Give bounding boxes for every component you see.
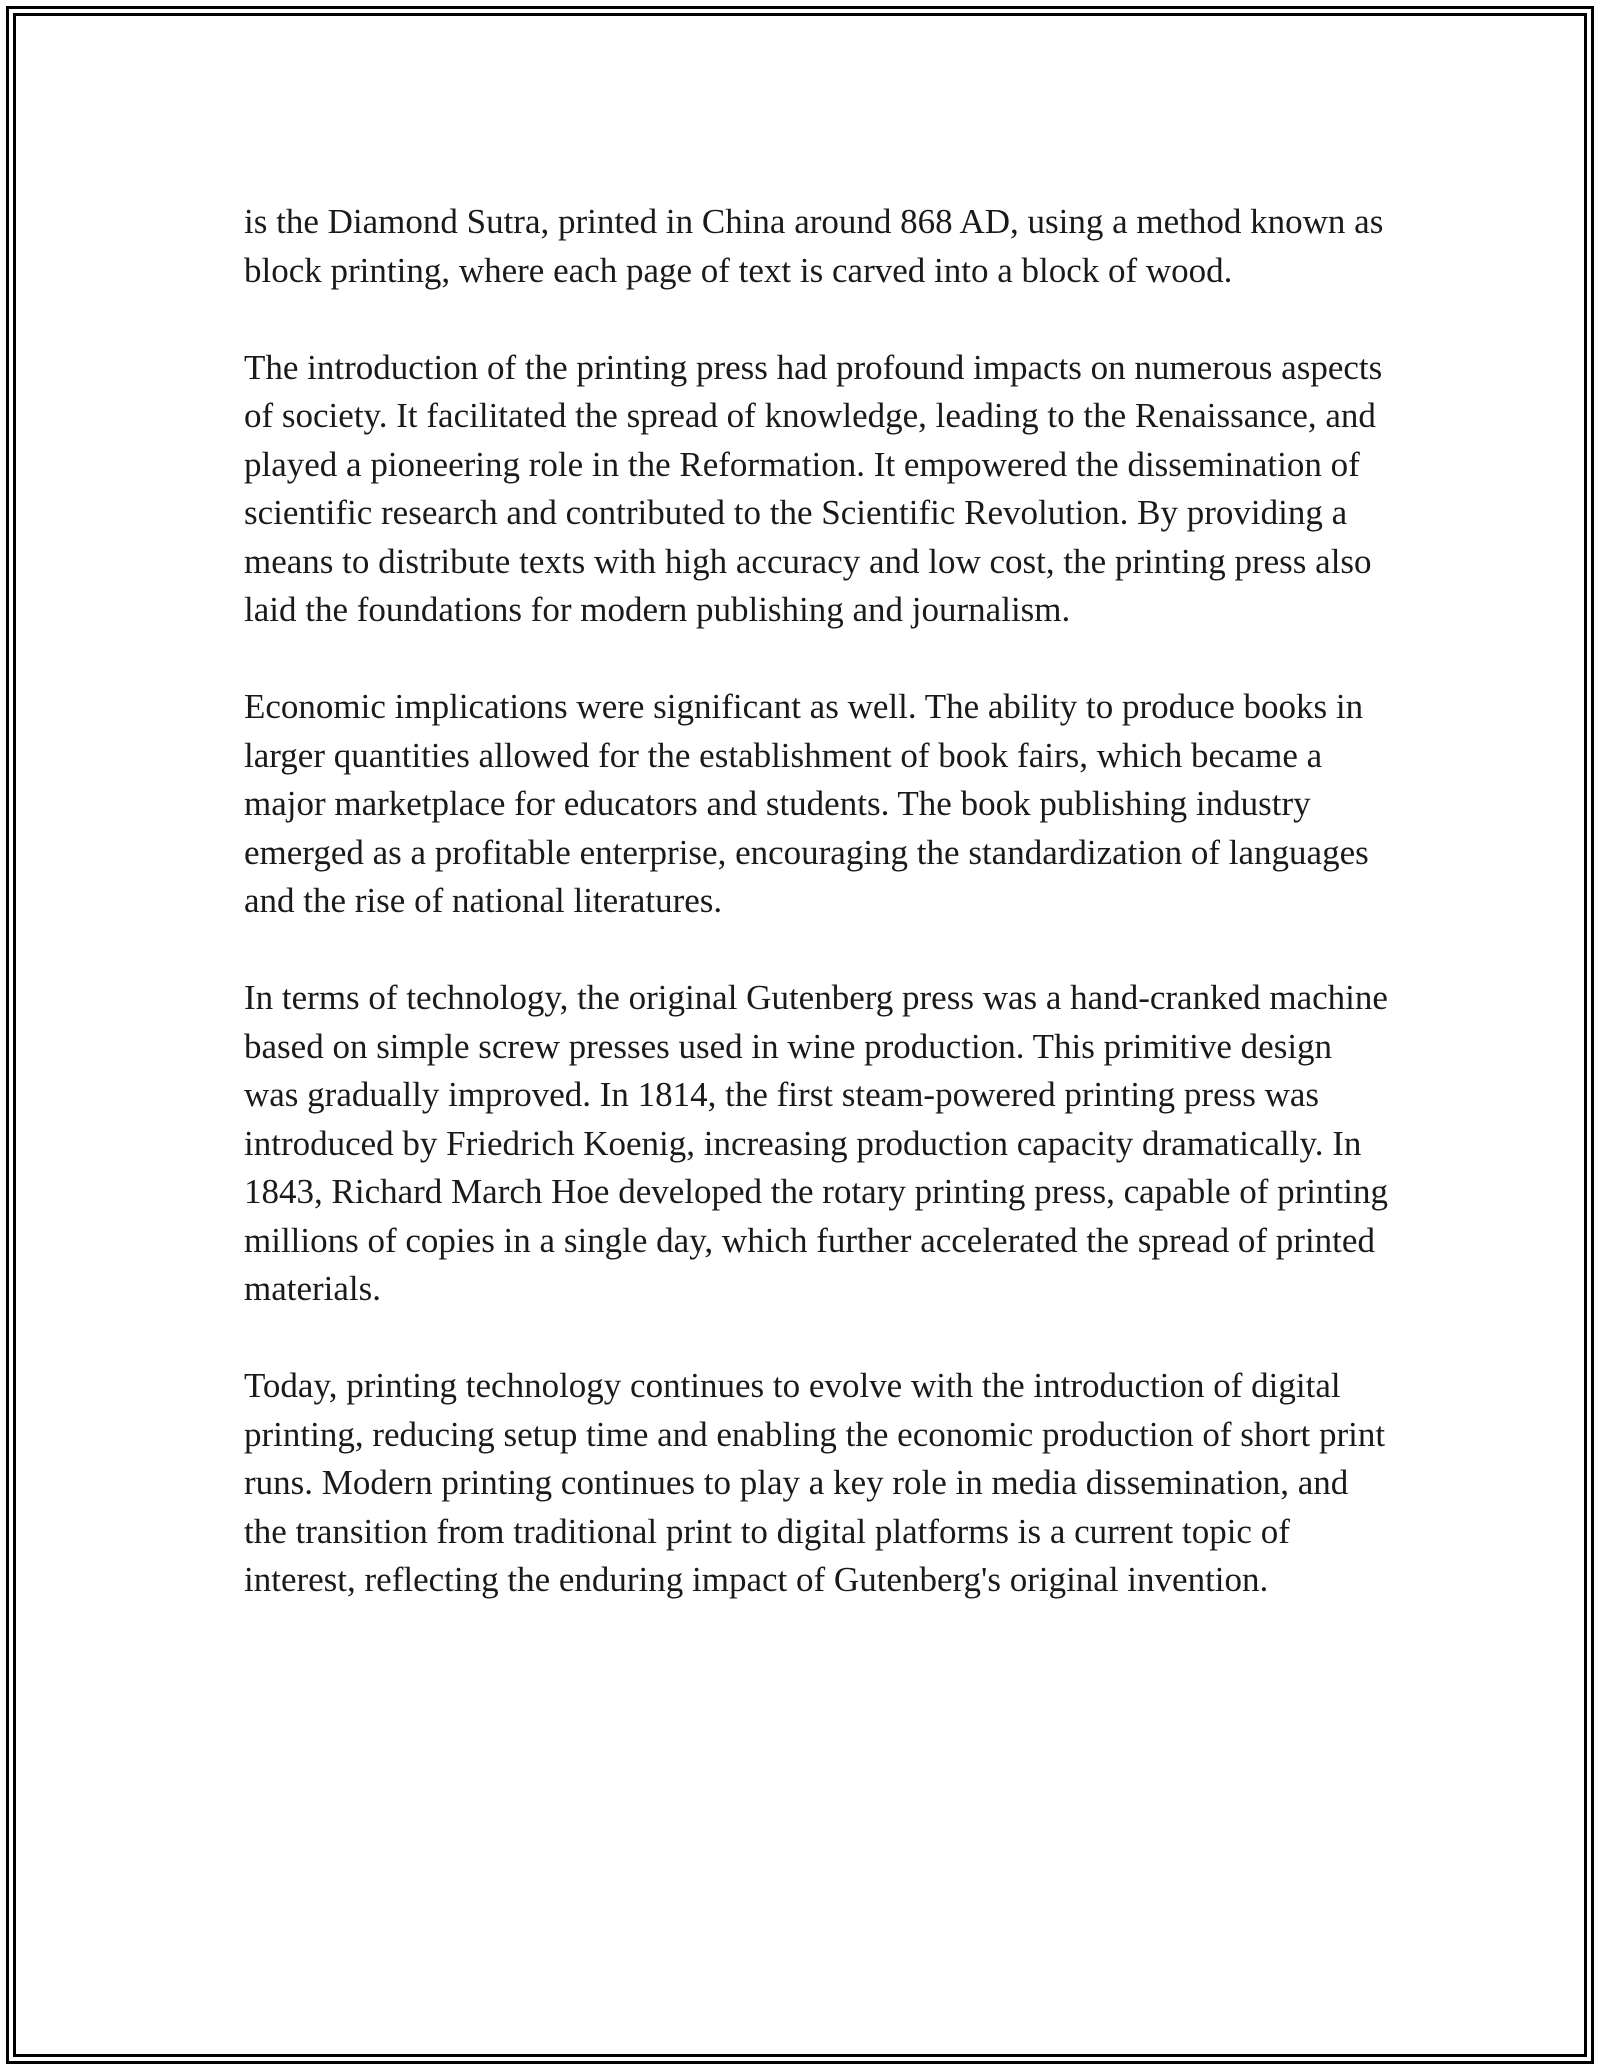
paragraph-technology: In terms of technology, the original Gutenberg press was a hand-cranked machine based on simple screw presses used in wine production. This primitive design was gradually improved. In 1814, the first steam-powered printing press was introduced by Friedrich Koenig, increasing production capacity dramatically. In 1843, Richard March Hoe developed the rotary printing press, capable of printing millions of copies in a single day, which further accelerated the spread of printed materials.: [244, 978, 1388, 1308]
paragraph-modern-printing: Today, printing technology continues to evolve with the introduction of digital printing, reducing setup time and enabling the economic production of short print runs. Modern printing continues to play a key role in media dissemination, and the transition from traditional print to digital platforms is a current topic of interest, reflecting the enduring impact of Gutenberg's original invention.: [244, 1366, 1386, 1599]
paragraph-economic-implications: Economic implications were significant as well. The ability to produce books in larger quantities allowed for the establishment of book fairs, which became a major marketplace for educators and students. The book publishing industry emerged as a profitable enterprise, encouraging the standardization of languages and the rise of national literatures.: [244, 687, 1369, 920]
document-body: [244, 198, 1394, 1605]
paragraph-diamond-sutra: is the Diamond Sutra, printed in China around 868 AD, using a method known as block printing, where each page of text is carved into a block of wood.: [244, 202, 1384, 290]
paragraph-printing-press-impact: The introduction of the printing press had profound impacts on numerous aspects of society. It facilitated the spread of knowledge, leading to the Renaissance, and played a pioneering role in the Reformation. It empowered the dissemination of scientific research and contributed to the Scientific Revolution. By providing a means to distribute texts with high accuracy and low cost, the printing press also laid the foundations for modern publishing and journalism.: [244, 347, 1383, 629]
page-border: [6, 6, 1594, 2064]
